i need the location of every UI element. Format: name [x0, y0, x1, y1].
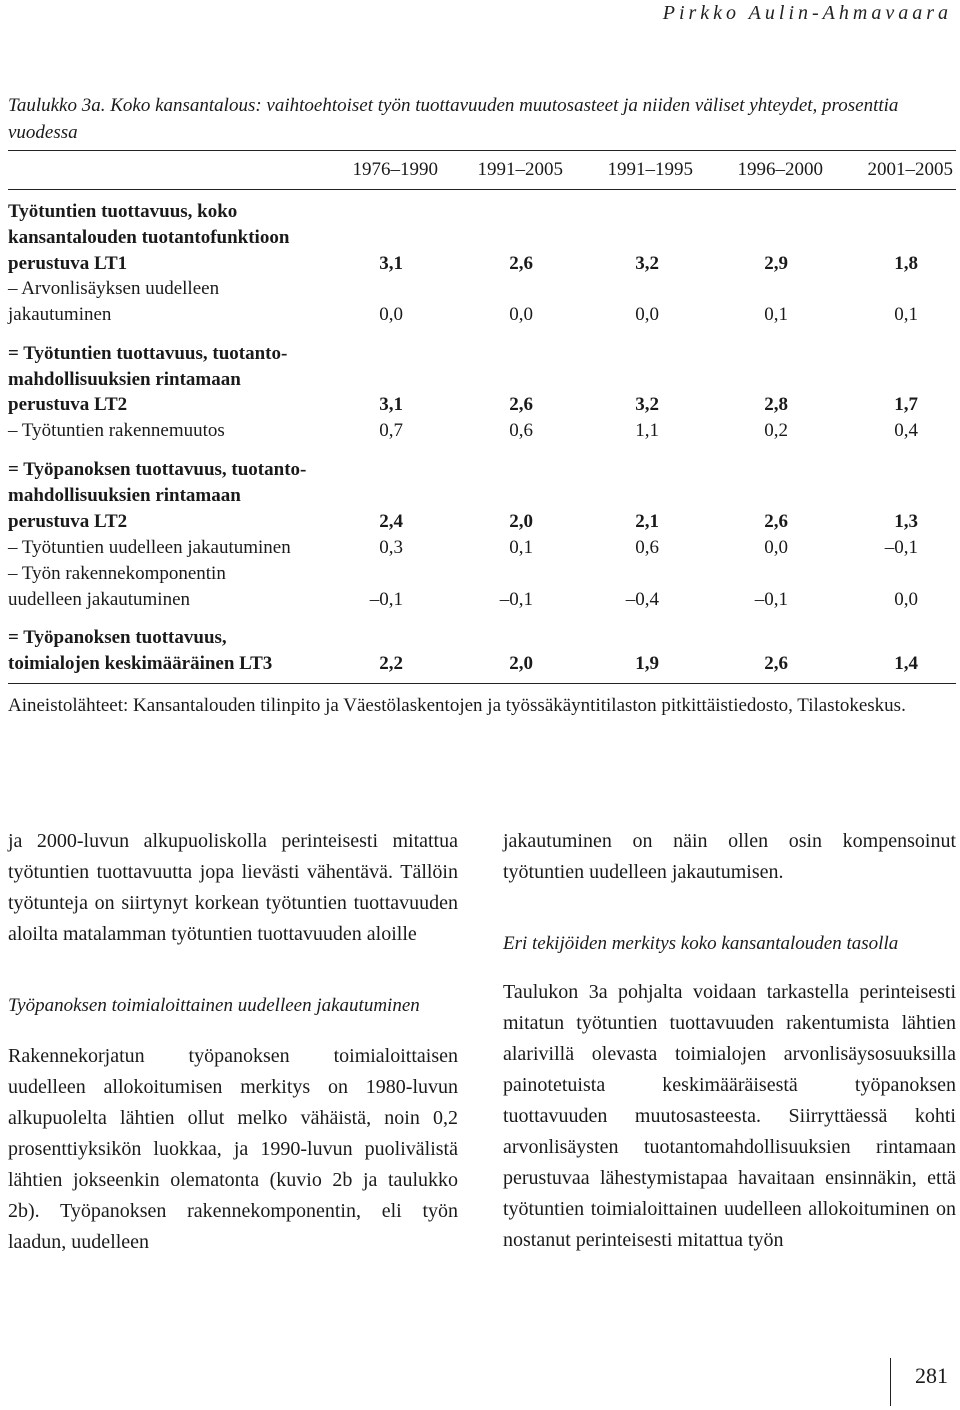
table-cell: 3,1 — [379, 253, 403, 274]
row-label: – Työtuntien rakennemuutos — [8, 420, 225, 441]
row-label: – Työtuntien uudelleen jakautuminen — [8, 537, 291, 558]
row-label: jakautuminen — [8, 304, 112, 325]
table-caption: Taulukko 3a. Koko kansantalous: vaihtoehtoiset työn tuottavuuden muutosasteet ja niiden väliset yhteydet, prosenttia vuodessa — [8, 95, 899, 143]
right-paragraph-2: Taulukon 3a pohjalta voidaan tarkastella perinteisesti mitatun työtuntien tuottavuuden rakentumista lähtien alarivillä olevasta toimialojen arvonlisäysosuuksilla painotetuista keskimääräisestä työpanoksen tuottavuuden muutosasteesta. Siirryttäessä kohti arvonlisäysten tuotantomahdollisuuksien rintamaan perustuvaa lähestymistapaa havaitaan ensinnäkin, että työtuntien toimialoittainen uudelleen allokoituminen on nostanut perinteisesti mitattua työn — [503, 981, 956, 1251]
running-header-author: Pirkko Aulin-Ahmavaara — [662, 2, 952, 24]
table-cell: 0,1 — [894, 304, 918, 325]
row-label: Työtuntien tuottavuus, koko — [8, 201, 238, 222]
table-cell: 0,0 — [379, 304, 403, 325]
table-bottom-rule — [8, 683, 956, 684]
table-source-note: Aineistolähteet: Kansantalouden tilinpito ja Väestölaskentojen ja työssäkäyntitilaston pitkittäistiedosto, Tilastokeskus. — [8, 695, 906, 716]
table-cell: 0,6 — [635, 537, 659, 558]
row-label: – Työn rakennekomponentin — [8, 563, 226, 584]
table-cell: 0,2 — [764, 420, 788, 441]
table-cell: 2,8 — [764, 394, 788, 415]
table-cell: –0,1 — [754, 589, 788, 610]
table-cell: 1,9 — [635, 653, 659, 674]
table-cell: 2,6 — [509, 253, 533, 274]
row-label: – Arvonlisäyksen uudelleen — [8, 278, 220, 299]
table-cell: 1,4 — [894, 653, 918, 674]
table-cell: 2,6 — [509, 394, 533, 415]
table-header-rule — [8, 189, 956, 190]
row-label: mahdollisuuksien rintamaan — [8, 369, 241, 390]
row-label: = Työtuntien tuottavuus, tuotanto- — [8, 343, 288, 364]
table-cell: 2,9 — [764, 253, 788, 274]
table-cell: 0,4 — [894, 420, 918, 441]
row-label: kansantalouden tuotantofunktioon — [8, 227, 290, 248]
right-column — [503, 826, 956, 1256]
page-number: 281 — [915, 1363, 948, 1388]
right-section-heading: Eri tekijöiden merkitys koko kansantalouden tasolla — [503, 933, 899, 954]
table-cell: –0,4 — [625, 589, 659, 610]
period-header-1: 1976–1990 — [352, 159, 438, 180]
left-column — [8, 826, 458, 1258]
right-paragraph-1: jakautuminen on näin ollen osin kompensoinut työtuntien uudelleen jakautumisen. — [503, 830, 956, 883]
table-cell: 3,1 — [379, 394, 403, 415]
table-cell: 2,0 — [509, 653, 533, 674]
period-header-3: 1991–1995 — [607, 159, 693, 180]
row-label: = Työpanoksen tuottavuus, — [8, 627, 227, 648]
table-cell: 2,6 — [764, 511, 788, 532]
period-header-4: 1996–2000 — [737, 159, 823, 180]
table-cell: 1,7 — [894, 394, 918, 415]
table-cell: 1,1 — [635, 420, 659, 441]
table-cell: 2,2 — [379, 653, 403, 674]
table-cell: 0,7 — [379, 420, 403, 441]
row-label: mahdollisuuksien rintamaan — [8, 485, 241, 506]
table-cell: 2,4 — [379, 511, 403, 532]
row-label: uudelleen jakautuminen — [8, 589, 191, 610]
table-cell: 2,1 — [635, 511, 659, 532]
table-cell: 1,8 — [894, 253, 918, 274]
period-header-5: 2001–2005 — [867, 159, 953, 180]
table-cell: 0,0 — [894, 589, 918, 610]
table-cell: 0,0 — [509, 304, 533, 325]
table-cell: 0,3 — [379, 537, 403, 558]
row-label: perustuva LT1 — [8, 253, 128, 274]
table-cell: 2,0 — [509, 511, 533, 532]
table-cell: 3,2 — [635, 253, 659, 274]
left-paragraph-1: ja 2000-luvun alkupuoliskolla perinteisesti mitattua työtuntien tuottavuutta jopa lievästi vähentävä. Tällöin työtunteja on siirtynyt korkean työtuntien tuottavuuden aloilta matalamman työtuntien tuottavuuden aloille — [8, 830, 458, 945]
table-cell: 2,6 — [764, 653, 788, 674]
table-cell: 0,1 — [764, 304, 788, 325]
left-section-heading: Työpanoksen toimialoittainen uudelleen jakautuminen — [8, 995, 420, 1016]
table-cell: 3,2 — [635, 394, 659, 415]
table-cell: –0,1 — [369, 589, 403, 610]
table-cell: –0,1 — [884, 537, 918, 558]
left-paragraph-2: Rakennekorjatun työpanoksen toimialoittaisen uudelleen allokoitumisen merkitys on 1980-luvun alkupuolelta lähtien ollut melko vähäistä, noin 0,2 prosenttiyksikön luokkaa, ja 1990-luvun puolivälistä lähtien jokseenkin olematonta (kuvio 2b ja taulukko 2b). Työpanoksen rakennekomponentin, eli työn laadun, uudelleen — [8, 1045, 458, 1253]
table-cell: 0,6 — [509, 420, 533, 441]
table-cell: 1,3 — [894, 511, 918, 532]
row-label: perustuva LT2 — [8, 394, 128, 415]
table-top-rule — [8, 150, 956, 151]
table-cell: –0,1 — [499, 589, 533, 610]
table-cell: 0,0 — [764, 537, 788, 558]
row-label: toimialojen keskimääräinen LT3 — [8, 653, 273, 674]
period-header-2: 1991–2005 — [477, 159, 563, 180]
row-label: perustuva LT2 — [8, 511, 128, 532]
table-cell: 0,0 — [635, 304, 659, 325]
row-label: = Työpanoksen tuottavuus, tuotanto- — [8, 459, 307, 480]
table-cell: 0,1 — [509, 537, 533, 558]
page-number-rule — [890, 1358, 891, 1406]
